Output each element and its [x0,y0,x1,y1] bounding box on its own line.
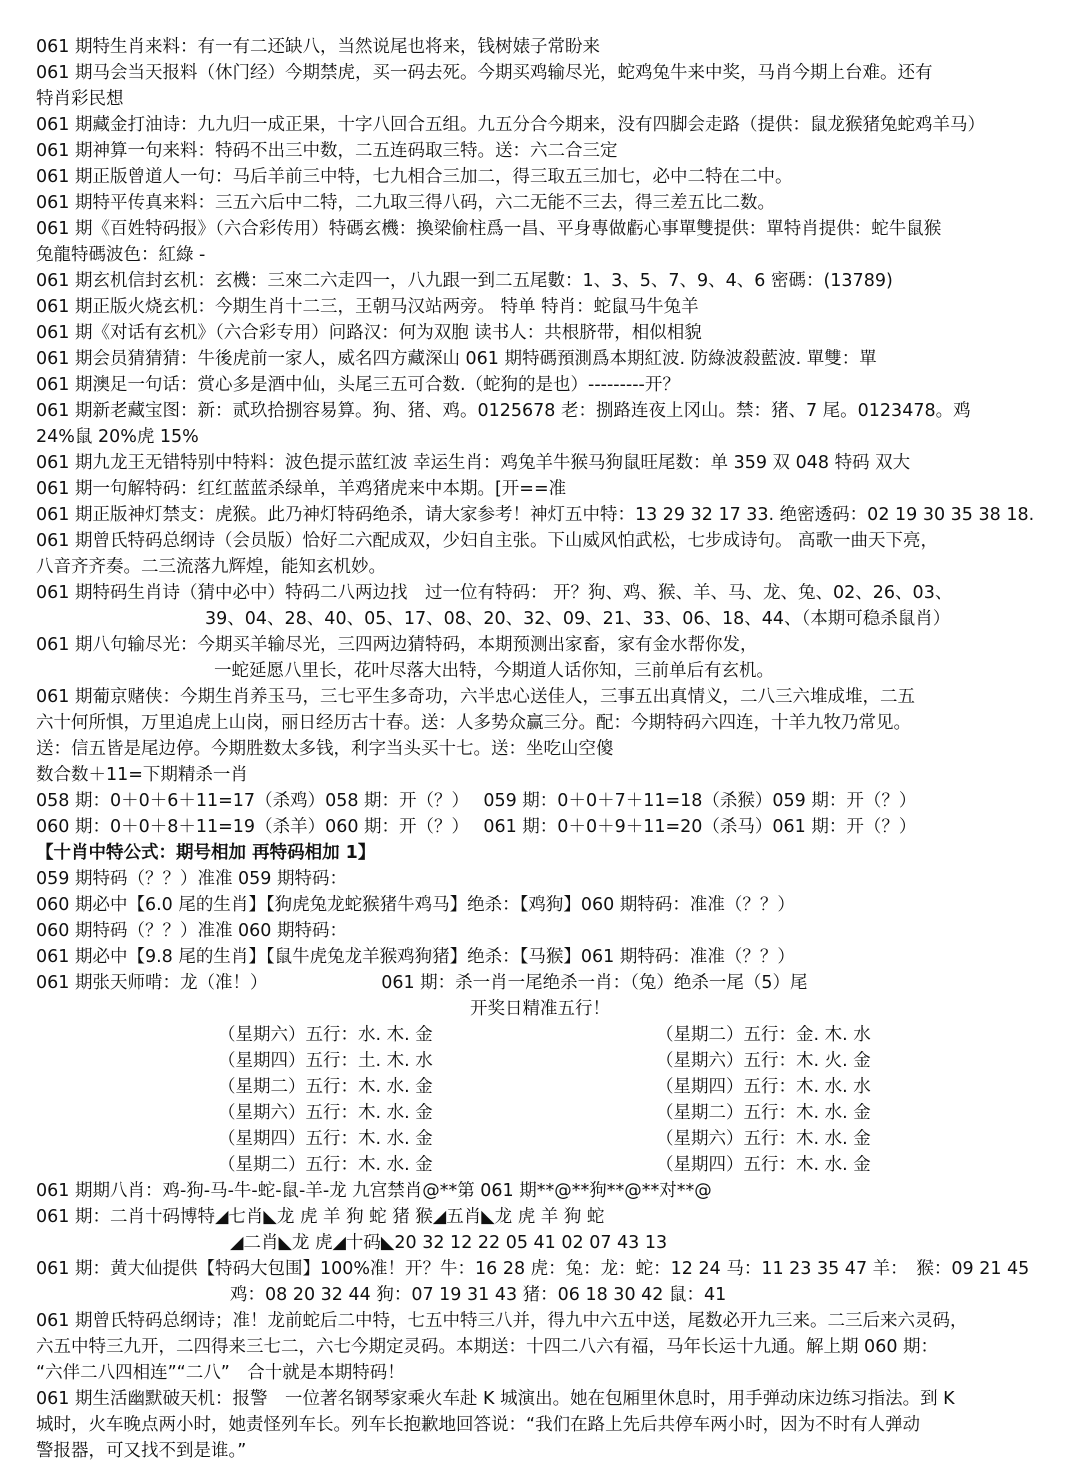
text-line: 061 期曾氏特码总纲诗；准！龙前蛇后二中特，七五中特三八并，得九中六五中送，尾数必开九三来。二三后来六灵码， [36,1311,968,1331]
text-line: 061 期：二肖十码博特◢七肖◣龙 虎 羊 狗 蛇 猪 猴◢五肖◣龙 虎 羊 狗 蛇 [36,1207,605,1227]
wuxing-right-item: （星期六）五行：木. 水. 金 [656,1129,871,1149]
text-line: 061 期新老藏宝图：新：贰玖拾捌容易算。狗、猪、鸡。0125678 老：捌路连夜上冈山。禁：猪、7 尾。0123478。鸡 [36,401,971,421]
wuxing-left-item: （星期四）五行：木. 水. 金 [218,1129,433,1149]
text-line: 城时，火车晚点两小时，她责怪列车长。列车长抱歉地回答说：“我们在路上先后共停车两小时，因为不时有人弹动 [36,1415,921,1435]
text-line: 061 期八句输尽光：今期买羊输尽光，三四两边猜特码，本期预测出家畜，家有金水帮你发， [36,635,758,655]
text-line: 八音齐齐奏。二三流落九辉煌，能知玄机妙。 [36,557,386,577]
text-line: 058 期：0＋0＋6＋11=17（杀鸡）058 期：开（？） 059 期：0＋0＋7＋11=18（杀猴）059 期：开（？） [36,791,917,811]
text-line: 六五中特三九开，二四得来三七二，六七今期定灵码。本期送：十四二八六有福，马年长运十九通。解上期 060 期： [36,1337,939,1357]
text-line: 061 期马会当天报料（休门经）今期禁虎，买一码去死。今期买鸡输尽光，蛇鸡兔牛来中奖，马肖今期上台难。还有 [36,63,933,83]
text-line: 061 期：黄大仙提供【特码大包围】100%准！开？牛：16 28 虎：兔：龙：蛇：12 24 马：11 23 35 47 羊： 猴：09 21 45 [36,1259,1030,1279]
text-line: 059 期特码（？？）准准 059 期特码： [36,869,347,889]
text-line: 061 期正版曾道人一句：马后羊前三中特，七九相合三加二，得三取五三加七，必中二特在二中。 [36,167,793,187]
text-line: 061 期藏金打油诗：九九归一成正果，十字八回合五组。九五分合今期来，没有四脚会走路（提供：鼠龙猴猪兔蛇鸡羊马） [36,115,985,135]
wuxing-right-item: （星期四）五行：木. 水. 水 [656,1077,871,1097]
text-line: 061 期特码生肖诗（猜中必中）特码二八两边找 过一位有特码： 开？狗、鸡、猴、羊、马、龙、兔、02、26、03、 [36,583,953,603]
text-line: 六十何所惧，万里追虎上山岗，丽日经历古十春。送：人多势众赢三分。配：今期特码六四连，十羊九牧乃常见。 [36,713,911,733]
text-line: 060 期必中【6.0 尾的生肖】【狗虎兔龙蛇猴猪牛鸡马】绝杀：【鸡狗】060 期特码：准准（？？） [36,895,795,915]
wuxing-left-item: （星期二）五行：木. 水. 金 [218,1155,433,1175]
section-heading: 开奖日精准五行！ [470,999,610,1019]
text-line: 【十肖中特公式：期号相加 再特码相加 1】 [36,843,376,863]
text-line: 特肖彩民想 [36,89,124,109]
wuxing-left-item: （星期二）五行：木. 水. 金 [218,1077,433,1097]
text-line: 一蛇延愿八里长，花叶尽落大出特，今期道人话你知，三前单后有玄机。 [214,661,774,681]
text-line: 061 期张天师啃：龙（准！） 061 期：杀一肖一尾绝杀一肖：（兔）绝杀一尾（5）尾 [36,973,808,993]
text-line: 061 期会员猜猜猜：牛後虎前一家人，威名四方藏深山 061 期特碼預測爲本期紅波. 防綠波殺藍波. 單雙：單 [36,349,877,369]
text-line: 060 期特码（？？）准准 060 期特码： [36,921,347,941]
text-line: 061 期正版神灯禁支：虎猴。此乃神灯特码绝杀，请大家参考！神灯五中特：13 29 32 17 33. 绝密透码：02 19 30 35 38 18. [36,505,1035,525]
text-line: 39、04、28、40、05、17、08、20、32、09、21、33、06、18、44、（本期可稳杀鼠肖） [205,609,951,629]
text-line: 061 期《百姓特码报》（六合彩传用）特碼玄機：換梁偷柱爲一昌、平身專做虧心事單雙提供：單特肖提供：蛇牛鼠猴 [36,219,942,239]
text-line: 061 期生活幽默破天机：报警 一位著名钢琴家乘火车赴 K 城演出。她在包厢里休息时，用手弹动床边练习指法。到 K [36,1389,955,1409]
text-line: 兔龍特碼波色：紅綠 - [36,245,206,265]
text-line: 061 期特平传真来料：三五六后中二特，二九取三得八码，六二无能不三去，得三差五比二数。 [36,193,775,213]
wuxing-left-item: （星期六）五行：水. 木. 金 [218,1025,433,1045]
text-line: 061 期一句解特码：红红蓝蓝杀绿单，羊鸡猪虎来中本期。[开==准 [36,479,567,499]
text-line: 24%鼠 20%虎 15% [36,427,199,447]
text-line: 警报器，可又找不到是谁。” [36,1441,247,1461]
text-line: 061 期特生肖来料：有一有二还缺八，当然说尾也将来，钱树婊子常盼来 [36,37,600,57]
text-line: 061 期曾氏特码总纲诗（会员版）恰好二六配成双，少妇自主张。下山威风怕武松，七步成诗句。 高歌一曲天下亮， [36,531,939,551]
wuxing-right-item: （星期六）五行：木. 火. 金 [656,1051,871,1071]
wuxing-right-item: （星期四）五行：木. 水. 金 [656,1155,871,1175]
text-line: 060 期：0＋0＋8＋11=19（杀羊）060 期：开（？） 061 期：0＋0＋9＋11=20（杀马）061 期：开（？） [36,817,917,837]
text-line: 送：信五皆是尾边停。今期胜数太多钱，利字当头买十七。送：坐吃山空傻 [36,739,614,759]
text-line: 061 期必中【9.8 尾的生肖】【鼠牛虎兔龙羊猴鸡狗猪】绝杀：【马猴】061 期特码：准准（？？） [36,947,795,967]
text-line: ◢二肖◣龙 虎◢十码◣20 32 12 22 05 41 02 07 43 13 [230,1233,668,1253]
text-line: 061 期九龙王无错特别中特料：波色提示蓝红波 幸运生肖：鸡兔羊牛猴马狗鼠旺尾数：单 359 双 048 特码 双大 [36,453,911,473]
text-line: 061 期玄机信封玄机：玄機：三來二六走四一，八九跟一到二五尾數：1、3、5、7、9、4、6 密碼：(13789) [36,271,893,291]
wuxing-left-item: （星期六）五行：木. 水. 金 [218,1103,433,1123]
text-line: 数合数＋11=下期精杀一肖 [36,765,248,785]
text-line: 061 期《对话有玄机》（六合彩专用）问路汉：何为双胞 读书人：共根脐带，相似相貌 [36,323,702,343]
text-line: 061 期正版火烧玄机：今期生肖十二三，王朝马汉站两旁。 特单 特肖：蛇鼠马牛兔羊 [36,297,699,317]
text-line: 061 期期八肖：鸡-狗-马-牛-蛇-鼠-羊-龙 九宫禁肖@**第 061 期**@**狗**@**对**@ [36,1181,712,1201]
text-line: 061 期澳足一句话：赏心多是酒中仙，头尾三五可合数.（蛇狗的是也）---------开？ [36,375,680,395]
text-line: 061 期葡京赌侠：今期生肖养玉马，三七平生多奇功，六半忠心送佳人，三事五出真情义，二八三六堆成堆，二五 [36,687,915,707]
text-line: “六伴二八四相连”“二八” 合十就是本期特码！ [36,1363,405,1383]
wuxing-left-item: （星期四）五行：土. 木. 水 [218,1051,433,1071]
wuxing-right-item: （星期二）五行：金. 木. 水 [656,1025,871,1045]
text-line: 鸡：08 20 32 44 狗：07 19 31 43 猪：06 18 30 42 鼠：41 [230,1285,727,1305]
text-line: 061 期神算一句来料：特码不出三中数，二五连码取三特。送：六二合三定 [36,141,618,161]
wuxing-right-item: （星期二）五行：木. 水. 金 [656,1103,871,1123]
